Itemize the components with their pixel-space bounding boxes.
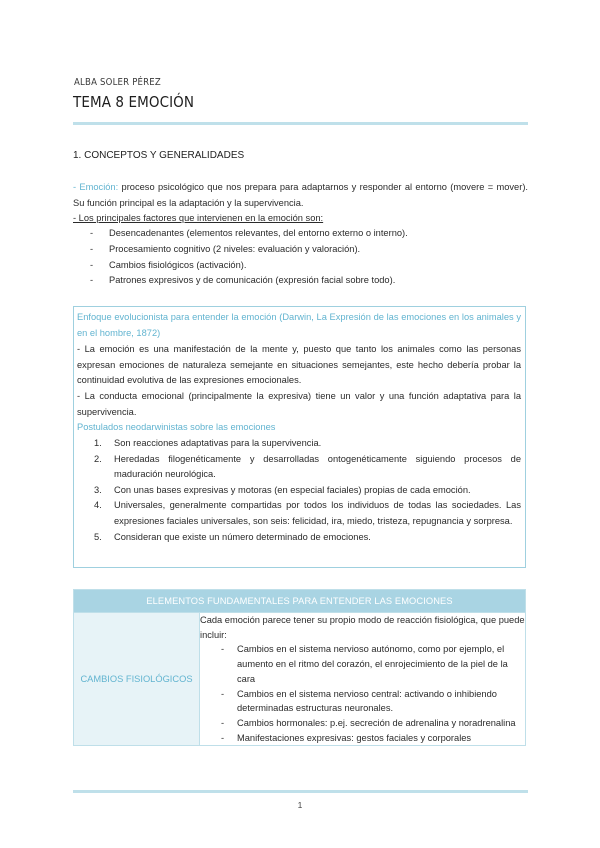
emotion-definition xyxy=(73,180,528,211)
postulates-heading: Postulados neodarwinistas sobre las emociones xyxy=(77,422,276,432)
list-item: 1. Son reacciones adaptativas para la supervivencia. xyxy=(94,438,322,448)
emotion-definition-text: proceso psicológico que nos prepara para adaptarnos y responder al entorno (movere = mover). Su función principal es la adaptación y la supervivencia. xyxy=(73,182,529,208)
emotion-label: - Emoción: xyxy=(73,182,119,192)
physiological-changes-list xyxy=(200,642,525,745)
list-item: - Manifestaciones expresivas: gestos faciales y corporales xyxy=(221,732,472,743)
list-item: - Cambios en el sistema nervioso autónomo, como por ejemplo, el aumento en el ritmo del corazón, el enrojecimiento de la piel de la cara xyxy=(221,644,508,684)
row-description xyxy=(200,613,526,746)
table-header: ELEMENTOS FUNDAMENTALES PARA ENTENDER LAS EMOCIONES xyxy=(74,590,526,613)
list-item: - Cambios hormonales: p.ej. secreción de adrenalina y noradrenalina xyxy=(221,717,516,728)
list-item: 2. Heredadas filogenéticamente y desarrolladas ontogenéticamente siguiendo procesos de maduración neurológica. xyxy=(94,453,521,480)
list-item: 4. Universales, generalmente compartidas por todos los individuos de todas las sociedades. Las expresiones faciales universales, son seis: felicidad, ira, miedo, tristeza, repugnancia y sorpresa. xyxy=(94,500,521,526)
factors-intro: - Los principales factores que intervienen en la emoción son: xyxy=(73,213,324,223)
list-item: - Cambios en el sistema nervioso central: activando o inhibiendo determinadas estructuras neuronales. xyxy=(221,688,497,714)
document-title: TEMA 8 EMOCIÓN xyxy=(73,93,195,111)
list-item: - Cambios fisiológicos (activación). xyxy=(90,259,247,270)
evolution-paragraph-2: - La conducta emocional (principalmente la expresiva) tiene un valor y una función adaptativa para la supervivencia. xyxy=(77,391,521,417)
list-item: 5. Consideran que existe un número determinado de emociones. xyxy=(94,531,371,542)
postulates-list xyxy=(77,436,521,545)
evolution-heading: Enfoque evolucionista para entender la emoción (Darwin, La Expresión de las emociones en los animales y en el hombre, 1872) xyxy=(77,312,521,338)
factors-list xyxy=(73,226,528,289)
section-heading: 1. CONCEPTOS Y GENERALIDADES xyxy=(73,150,245,161)
bottom-divider xyxy=(73,790,528,793)
evolution-paragraph-1: - La emoción es una manifestación de la mente y, puesto que tanto los animales como las personas expresan emociones de naturaleza semejante en situaciones semejantes, este hecho debería probar la continuidad evolutiva de las expresiones emocionales. xyxy=(77,344,521,386)
table-row xyxy=(74,613,526,746)
list-item: 3. Con unas bases expresivas y motoras (en especial faciales) propias de cada emoción. xyxy=(94,484,471,495)
page-number: 1 xyxy=(297,800,303,810)
list-item: - Desencadenantes (elementos relevantes, del entorno externo o interno). xyxy=(90,228,408,238)
top-divider xyxy=(73,122,528,125)
list-item: - Patrones expresivos y de comunicación (expresión facial sobre todo). xyxy=(90,275,396,286)
list-item: - Procesamiento cognitivo (2 niveles: evaluación y valoración). xyxy=(90,243,361,254)
elements-table xyxy=(73,589,526,746)
author-name: ALBA SOLER PÉREZ xyxy=(74,77,161,88)
row-label: CAMBIOS FISIOLÓGICOS xyxy=(74,613,200,746)
row-intro: Cada emoción parece tener su propio modo de reacción fisiológica, que puede incluir: xyxy=(200,615,525,640)
